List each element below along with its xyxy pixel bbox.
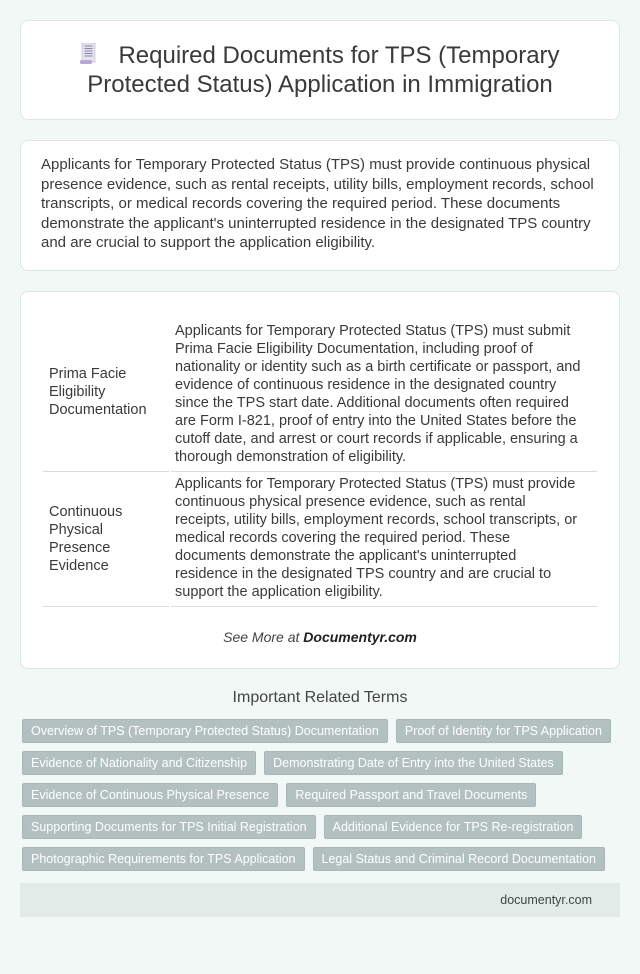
page-title bbox=[61, 41, 579, 99]
table-row bbox=[43, 312, 597, 472]
table-row bbox=[43, 472, 597, 607]
documents-table-card bbox=[20, 291, 620, 669]
related-terms-list bbox=[22, 719, 618, 871]
see-more-prefix: See More at bbox=[223, 629, 304, 645]
related-term-tag[interactable]: Additional Evidence for TPS Re-registration bbox=[324, 815, 583, 839]
description-cell: Applicants for Temporary Protected Status (TPS) must submit Prima Facie Eligibility Documentation, including proof of nationality or identity such as a birth certificate or passport, and evidence of continuous residence in the designated country since the TPS start date. Additional documents often required are Form I-821, proof of entry into the United States before the cutoff date, and arrest or court records if applicable, ensuring a thorough demonstration of eligibility. bbox=[171, 312, 597, 472]
related-term-tag[interactable]: Demonstrating Date of Entry into the United States bbox=[264, 751, 563, 775]
related-term-tag[interactable]: Proof of Identity for TPS Application bbox=[396, 719, 611, 743]
title-card bbox=[20, 20, 620, 120]
related-term-tag[interactable]: Evidence of Nationality and Citizenship bbox=[22, 751, 256, 775]
related-term-tag[interactable]: Supporting Documents for TPS Initial Registration bbox=[22, 815, 316, 839]
footer-site-link[interactable]: documentyr.com bbox=[500, 893, 592, 907]
description-cell: Applicants for Temporary Protected Status (TPS) must provide continuous physical presence evidence, such as rental receipts, utility bills, employment records, school transcripts, or medical records covering the required period. These documents demonstrate the applicant's uninterrupted residence in the designated TPS country and are crucial to support the application eligibility. bbox=[171, 472, 597, 607]
see-more-link[interactable]: Documentyr.com bbox=[303, 629, 417, 645]
related-terms-title: Important Related Terms bbox=[232, 689, 408, 706]
related-term-tag[interactable]: Photographic Requirements for TPS Application bbox=[22, 847, 305, 871]
related-term-tag[interactable]: Required Passport and Travel Documents bbox=[286, 783, 536, 807]
related-term-tag[interactable]: Overview of TPS (Temporary Protected Status) Documentation bbox=[22, 719, 388, 743]
related-term-tag[interactable]: Legal Status and Criminal Record Documentation bbox=[313, 847, 605, 871]
related-term-tag[interactable]: Evidence of Continuous Physical Presence bbox=[22, 783, 278, 807]
documents-table bbox=[41, 312, 599, 607]
footer bbox=[20, 883, 620, 917]
intro-text: Applicants for Temporary Protected Status (TPS) must provide continuous physical presence evidence, such as rental receipts, utility bills, employment records, school transcripts, or medical records covering the required period. These documents demonstrate the applicant's uninterrupted residence in the designated TPS country and are crucial to support the application eligibility. bbox=[41, 156, 594, 251]
title-text: Required Documents for TPS (Temporary Protected Status) Application in Immigration bbox=[87, 42, 560, 98]
see-more bbox=[41, 629, 599, 645]
term-cell: Continuous Physical Presence Evidence bbox=[43, 472, 169, 607]
intro-card bbox=[20, 140, 620, 271]
term-cell: Prima Facie Eligibility Documentation bbox=[43, 312, 169, 472]
document-icon bbox=[80, 43, 96, 65]
